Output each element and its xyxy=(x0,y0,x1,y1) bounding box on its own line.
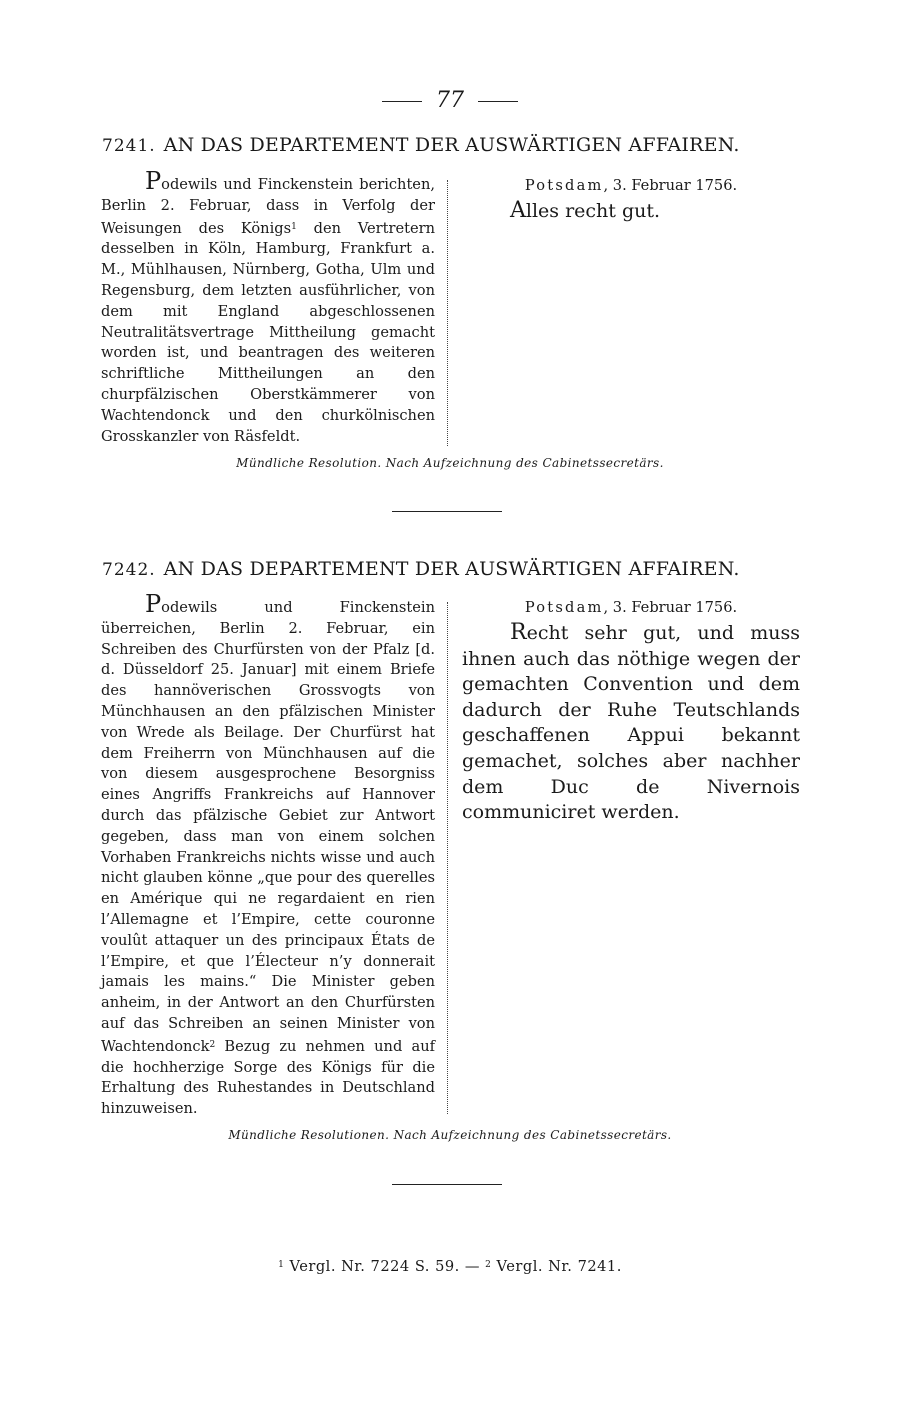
page-number-dash-right xyxy=(478,101,518,102)
footnote-mark-2: 2 xyxy=(485,1260,492,1270)
summary-text-cont: Bezug zu nehmen und auf die hochherzige Sorge des Königs für die Erhaltung des Ruhestandes in Deutschland hinzuweisen. xyxy=(101,1037,435,1118)
footnotes xyxy=(0,1258,900,1275)
summary-initial: P xyxy=(145,590,162,618)
response-text: Recht sehr gut, und muss ihnen auch das nöthige wegen der gemachten Convention und dem dadurch der Ruhe Teutschlands geschaffenen Appui bekannt gemachet, solches aber nachher dem Duc de Nivernois communiciret werden. xyxy=(462,620,800,824)
footnote-ref: 2 xyxy=(209,1039,216,1050)
date: , 3. Februar 1756. xyxy=(603,177,738,194)
footnote-2: Vergl. Nr. 7241. xyxy=(491,1258,622,1275)
entry-title: AN DAS DEPARTEMENT DER AUSWÄRTIGEN AFFAIREN. xyxy=(163,134,740,156)
resolution-note-7242: Mündliche Resolutionen. Nach Aufzeichnung des Cabinetssecretärs. xyxy=(228,1128,672,1142)
place-date xyxy=(462,598,800,618)
footnote-separator: — xyxy=(459,1258,486,1275)
entry-response-7241 xyxy=(462,176,800,225)
summary-text: odewils und Finckenstein überreichen, Berlin 2. Februar, ein Schreiben des Churfürsten von der Pfalz [d. d. Düsseldorf 25. Januar] mit einem Briefe des hannöverischen Grossvogts von Münchhausen an den pfälzischen Minister von Wrede als Beilage. Der Churfürst hat dem Freiherrn von Münchhausen auf die von diesem ausgesprochene Besorgniss eines Angriffs Frankreichs auf Hannover durch das pfälzische Gebiet zur Antwort gegeben, dass man von einem solchen Vorhaben Frankreichs nichts wisse und auch nicht glauben könne „que pour des querelles en Amérique qui ne regardaient en rien l’Allemagne et l’Empire, cette couronne voulût attaquer un des principaux États de l’Empire, et que l’Électeur n’y donnerait jamais les mains.“ Die Minister geben anheim, in der Antwort an den Churfürsten auf das Schreiben an seinen Minister von Wachtendonck xyxy=(101,599,435,1055)
entry-response-7242 xyxy=(462,598,800,826)
section-rule xyxy=(392,511,502,512)
entry-summary-7241 xyxy=(101,167,435,447)
summary-text-cont: den Vertretern desselben in Köln, Hamburg, Frankfurt a. M., Mühlhausen, Nürnberg, Gotha, Ulm und Regensburg, dem letzten ausführlicher, von dem mit England abgeschlossenen Neutralitätsvertrage Mittheilung gemacht worden ist, und beantragen des weiteren schriftliche Mittheilungen an den churpfälzischen Oberstkämmerer von Wachtendonck und den churkölnischen Grosskanzler von Räsfeldt. xyxy=(101,219,435,445)
resolution-note-7241: Mündliche Resolution. Nach Aufzeichnung des Cabinetssecretärs. xyxy=(236,456,664,470)
footnote-mark-1: 1 xyxy=(278,1260,285,1270)
response-text: Alles recht gut. xyxy=(510,198,661,223)
page-number-dash-left xyxy=(382,101,422,102)
summary-text: odewils und Finckenstein berichten, Berlin 2. Februar, dass in Verfolg der Weisungen des Königs xyxy=(101,176,435,237)
entry-heading-7241 xyxy=(102,134,802,156)
column-separator xyxy=(447,180,448,446)
page-number: 77 xyxy=(0,88,900,113)
entry-title: AN DAS DEPARTEMENT DER AUSWÄRTIGEN AFFAIREN. xyxy=(163,558,740,580)
place-date xyxy=(462,176,800,196)
place: Potsdam xyxy=(524,177,604,194)
entry-number: 7242. xyxy=(102,560,156,580)
section-rule xyxy=(392,1184,502,1185)
column-separator xyxy=(447,602,448,1114)
summary-initial: P xyxy=(145,167,162,195)
date: , 3. Februar 1756. xyxy=(603,599,738,616)
entry-number: 7241. xyxy=(102,136,156,156)
entry-summary-7242 xyxy=(101,590,435,1120)
footnote-ref: 1 xyxy=(291,221,297,232)
footnote-1: Vergl. Nr. 7224 S. 59. xyxy=(284,1258,460,1275)
entry-heading-7242 xyxy=(102,558,802,580)
place: Potsdam xyxy=(524,599,604,616)
